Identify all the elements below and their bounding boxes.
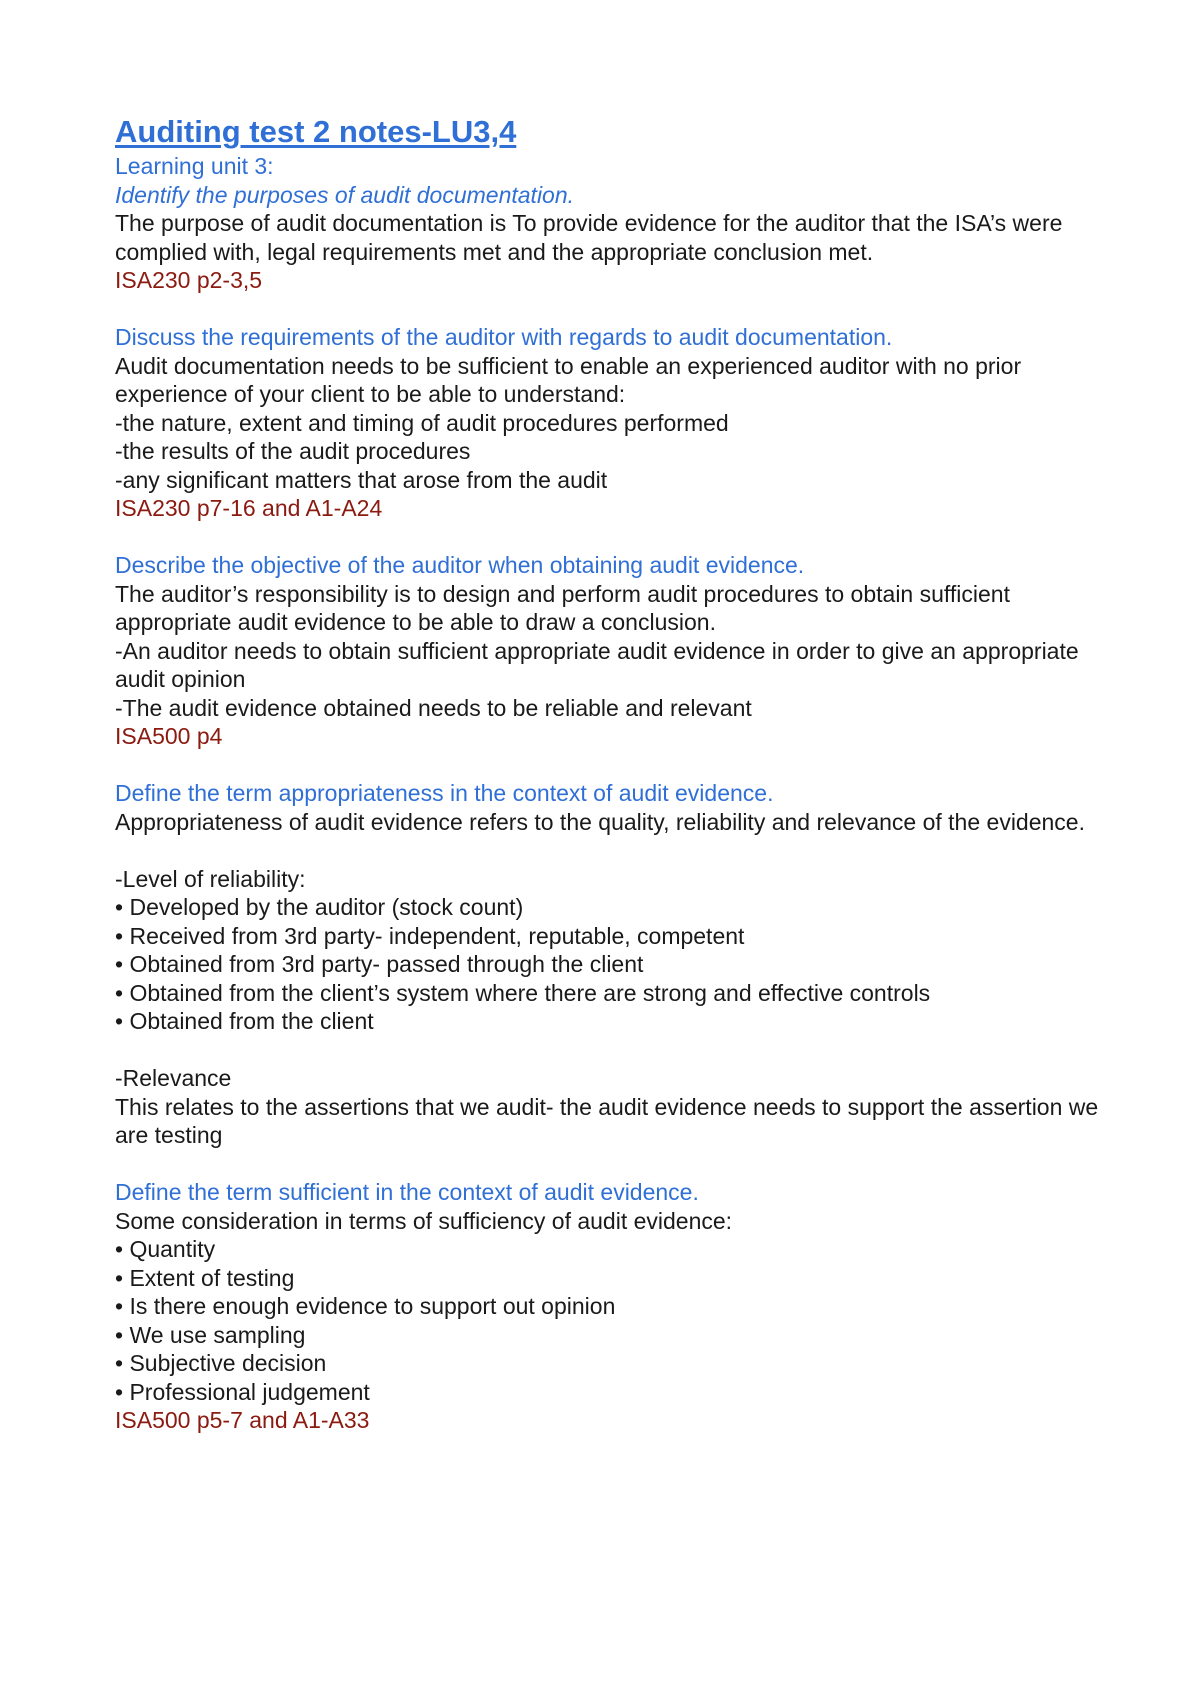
isa-reference: ISA500 p4	[115, 723, 223, 749]
relevance-label: -Relevance	[115, 1065, 232, 1091]
list-item: • Is there enough evidence to support out opinion	[115, 1292, 1115, 1321]
isa-reference: ISA230 p7-16 and A1-A24	[115, 495, 383, 521]
isa-reference: ISA230 p2-3,5	[115, 267, 263, 293]
section-appropriateness	[115, 779, 1115, 1150]
spacer	[115, 751, 1115, 780]
spacer	[115, 1036, 1115, 1065]
section-body: Appropriateness of audit evidence refers to the quality, reliability and relevance of the evidence.	[115, 808, 1085, 835]
list-item: -any significant matters that arose from the audit	[115, 466, 608, 493]
list-item: • Obtained from the client’s system where there are strong and effective controls	[115, 979, 1115, 1008]
list-item: • Extent of testing	[115, 1264, 1115, 1293]
section-body: The auditor’s responsibility is to design and perform audit procedures to obtain sufficient appropriate audit evidence to be able to draw a conclusion.	[115, 580, 1010, 635]
list-item: • Subjective decision	[115, 1349, 1115, 1378]
section-heading: Discuss the requirements of the auditor with regards to audit documentation.	[115, 324, 893, 350]
list-item: • Professional judgement	[115, 1378, 1115, 1407]
list-item: • Obtained from 3rd party- passed through the client	[115, 950, 1115, 979]
spacer	[115, 295, 1115, 324]
spacer	[115, 1150, 1115, 1179]
list-item: -An auditor needs to obtain sufficient appropriate audit evidence in order to give an appropriate audit opinion	[115, 637, 1079, 692]
learning-unit-label: Learning unit 3:	[115, 153, 274, 179]
list-item: -The audit evidence obtained needs to be reliable and relevant	[115, 694, 752, 721]
list-item: • We use sampling	[115, 1321, 1115, 1350]
reliability-list	[115, 893, 1115, 1036]
document-title: Auditing test 2 notes-LU3,4	[115, 114, 517, 149]
reliability-label: -Level of reliability:	[115, 865, 306, 892]
list-item: -the nature, extent and timing of audit procedures performed	[115, 409, 729, 436]
relevance-body: This relates to the assertions that we audit- the audit evidence needs to support the assertion we are testing	[115, 1093, 1099, 1148]
section-objective-audit-evidence	[115, 551, 1115, 751]
section-documentation-requirements	[115, 323, 1115, 523]
list-item: • Received from 3rd party- independent, reputable, competent	[115, 922, 1115, 951]
spacer	[115, 836, 1115, 865]
section-purpose-of-documentation	[115, 181, 1115, 295]
section-heading: Define the term sufficient in the context of audit evidence.	[115, 1179, 699, 1205]
section-body: Some consideration in terms of sufficiency of audit evidence:	[115, 1207, 733, 1234]
section-body: The purpose of audit documentation is To provide evidence for the auditor that the ISA’s were complied with, legal requirements met and the appropriate conclusion met.	[115, 210, 1063, 265]
section-sufficiency	[115, 1178, 1115, 1435]
section-body: Audit documentation needs to be sufficient to enable an experienced auditor with no prior experience of your client to be able to understand:	[115, 352, 1022, 407]
document-page	[115, 112, 1115, 1435]
list-item: -the results of the audit procedures	[115, 438, 471, 464]
section-heading: Describe the objective of the auditor when obtaining audit evidence.	[115, 552, 805, 578]
list-item: • Developed by the auditor (stock count)	[115, 893, 1115, 922]
list-item: • Obtained from the client	[115, 1007, 1115, 1036]
sufficiency-list	[115, 1235, 1115, 1406]
spacer	[115, 523, 1115, 552]
isa-reference: ISA500 p5-7 and A1-A33	[115, 1407, 370, 1433]
list-item: • Quantity	[115, 1235, 1115, 1264]
section-heading: Define the term appropriateness in the context of audit evidence.	[115, 780, 774, 806]
section-heading: Identify the purposes of audit documentation.	[115, 181, 575, 208]
